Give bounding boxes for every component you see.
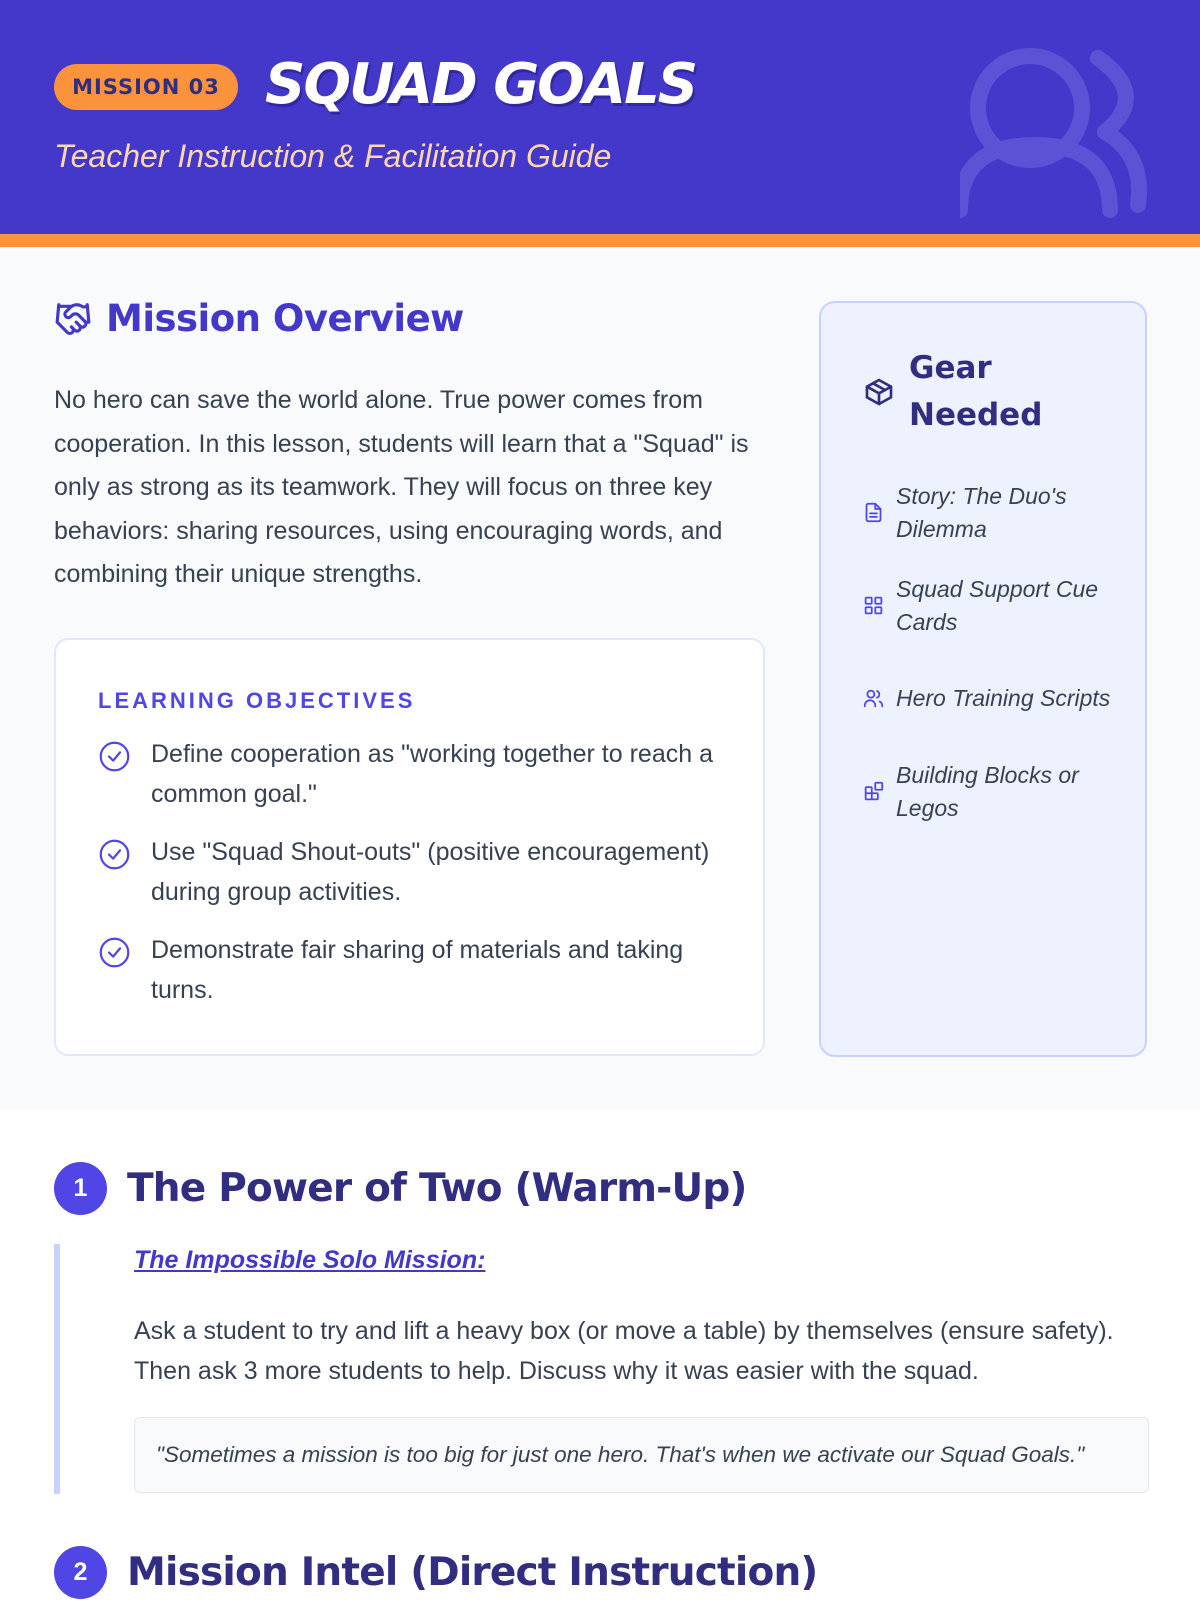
step-number-badge: 1 <box>54 1162 107 1215</box>
step-title: Mission Intel (Direct Instruction) <box>127 1550 818 1595</box>
document-icon <box>863 502 884 523</box>
gear-list <box>863 466 1123 838</box>
activity-label: The Impossible Solo Mission: <box>134 1246 486 1274</box>
blocks-icon <box>863 781 884 802</box>
objective-text: Use "Squad Shout-outs" (positive encouragement) during group activities. <box>151 838 710 906</box>
squad-users-icon <box>960 40 1170 230</box>
check-circle-icon <box>98 936 131 969</box>
gear-item <box>863 652 1123 745</box>
page-subtitle: Teacher Instruction & Facilitation Guide <box>54 138 612 174</box>
gear-item-label: Building Blocks or Legos <box>896 761 1079 821</box>
gear-item-label: Squad Support Cue Cards <box>896 575 1099 635</box>
overview-heading <box>54 297 464 340</box>
overview-title: Mission Overview <box>106 297 464 340</box>
step-title: The Power of Two (Warm-Up) <box>127 1166 747 1211</box>
objective-text: Define cooperation as "working together to reach a common goal." <box>151 740 713 808</box>
teacher-script-quote: "Sometimes a mission is too big for just one hero. That's when we activate our Squad Goals." <box>134 1417 1149 1493</box>
objective-item <box>98 930 723 1010</box>
overview-paragraph: No hero can save the world alone. True power comes from cooperation. In this lesson, students will learn that a "Squad" is only as strong as its teamwork. They will focus on three key behaviors: sharing resources, using encouraging words, and combining their unique strengths. <box>54 386 749 588</box>
grid-icon <box>863 595 884 616</box>
learning-objectives-card <box>54 638 765 1056</box>
gear-heading <box>863 345 1109 439</box>
objective-item <box>98 734 723 814</box>
handshake-icon <box>54 300 92 338</box>
page-title: SQUAD GOALS <box>265 52 697 117</box>
gear-item <box>863 466 1123 559</box>
gear-item <box>863 559 1123 652</box>
step-heading <box>54 1546 817 1599</box>
objective-item <box>98 832 723 912</box>
package-icon <box>863 376 895 408</box>
gear-item-label: Hero Training Scripts <box>896 685 1111 711</box>
users-icon <box>863 688 884 709</box>
check-circle-icon <box>98 838 131 871</box>
mission-badge: MISSION 03 <box>54 64 238 110</box>
step-heading <box>54 1162 747 1215</box>
objectives-heading: LEARNING OBJECTIVES <box>98 688 416 713</box>
step-number-badge: 2 <box>54 1546 107 1599</box>
gear-title: Gear Needed <box>909 350 1043 433</box>
gear-item-label: Story: The Duo's Dilemma <box>896 482 1067 542</box>
activity-block <box>54 1244 1147 1494</box>
page-header <box>0 0 1200 234</box>
header-accent-stripe <box>0 234 1200 247</box>
objective-text: Demonstrate fair sharing of materials and taking turns. <box>151 936 684 1004</box>
gear-needed-panel <box>819 301 1147 1057</box>
objectives-list <box>98 734 723 1028</box>
gear-item <box>863 745 1123 838</box>
activity-instructions: Ask a student to try and lift a heavy box (or move a table) by themselves (ensure safety). Then ask 3 more students to help. Discuss why it was easier with the squad. <box>134 1317 1114 1385</box>
check-circle-icon <box>98 740 131 773</box>
